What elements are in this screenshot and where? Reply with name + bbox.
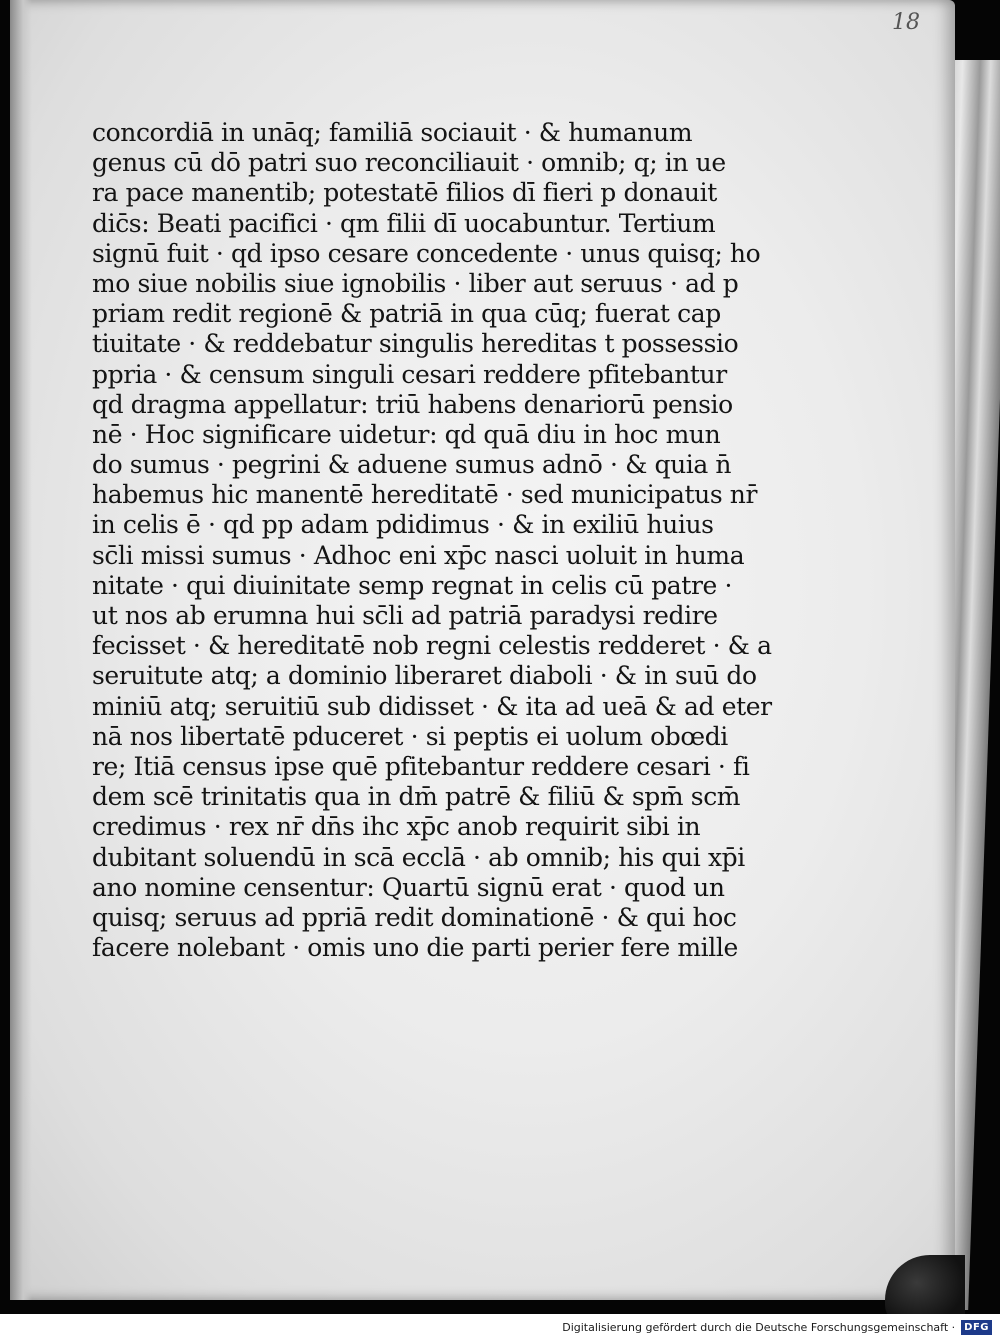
dfg-logo-icon: DFG (961, 1320, 992, 1335)
manuscript-line: qd dragma appellatur: triū habens denariorū pensio (92, 389, 733, 419)
manuscript-line: dem scē trinitatis qua in dm̄ patrē & filiū & spm̄ scm̄ (92, 782, 741, 812)
manuscript-line: genus cū dō patri suo reconciliauit · omnib; q; in ue (92, 148, 726, 178)
manuscript-line: concordiā in unāq; familiā sociauit · & humanum (92, 118, 693, 147)
manuscript-line: tiuitate · & reddebatur singulis hereditas t possessio (92, 329, 739, 359)
manuscript-line: sc̄li missi sumus · Adhoc eni xp̄c nasci uoluit in huma (92, 540, 745, 570)
manuscript-line: ppria · & censum singuli cesari reddere pfitebantur (92, 359, 727, 389)
manuscript-line: facere nolebant · omis uno die parti perier fere mille (92, 933, 738, 963)
manuscript-line: in celis ē · qd pp adam pdidimus · & in exiliū huius (92, 510, 714, 540)
manuscript-line: dic̄s: Beati pacifici · qm filii dī uocabuntur. Tertium (92, 208, 716, 238)
manuscript-line: signū fuit · qd ipso cesare concedente · unus quisq; ho (92, 238, 761, 268)
manuscript-line: fecisset · & hereditatē nob regni celestis redderet · & a (92, 631, 772, 661)
manuscript-line: seruitute atq; a dominio liberaret diaboli · & in suū do (92, 661, 757, 691)
footer-credit-bar (0, 1314, 1000, 1340)
manuscript-line: quisq; seruus ad ppriā redit dominationē · & qui hoc (92, 902, 737, 932)
manuscript-line: habemus hic manentē hereditatē · sed municipatus nr̄ (92, 480, 758, 510)
manuscript-line: nē · Hoc significare uidetur: qd quā diu in hoc mun (92, 419, 721, 449)
manuscript-line: dubitant soluendū in scā ecclā · ab omnib; his qui xp̄i (92, 842, 745, 872)
manuscript-text-block (92, 118, 782, 963)
manuscript-line: mo siue nobilis siue ignobilis · liber aut seruus · ad p (92, 268, 739, 298)
manuscript-line: priam redit regionē & patriā in qua cūq; fuerat cap (92, 299, 721, 329)
manuscript-line: re; Itiā census ipse quē pfitebantur reddere cesari · fi (92, 751, 750, 781)
manuscript-line: do sumus · pegrini & aduene sumus adnō · & quia n̄ (92, 450, 732, 480)
manuscript-line: miniū atq; seruitiū sub didisset · & ita ad ueā & ad eter (92, 691, 772, 721)
funding-credit: Digitalisierung gefördert durch die Deutsche Forschungsgemeinschaft · (562, 1320, 956, 1334)
manuscript-line: ut nos ab erumna hui sc̄li ad patriā paradysi redire (92, 601, 718, 630)
manuscript-line: ano nomine censentur: Quartū signū erat · quod un (92, 872, 725, 902)
spine-shadow (10, 0, 32, 1300)
folio-number: 18 (892, 10, 920, 35)
manuscript-line: credimus · rex nr̄ dn̄s ihc xp̄c anob requirit sibi in (92, 812, 701, 842)
manuscript-line: nitate · qui diuinitate semp regnat in celis cū patre · (92, 570, 732, 600)
manuscript-line: nā nos libertatē pduceret · si peptis ei uolum obœdi (92, 721, 728, 751)
manuscript-line: ra pace manentib; potestatē filios dī fieri p donauit (92, 178, 717, 208)
